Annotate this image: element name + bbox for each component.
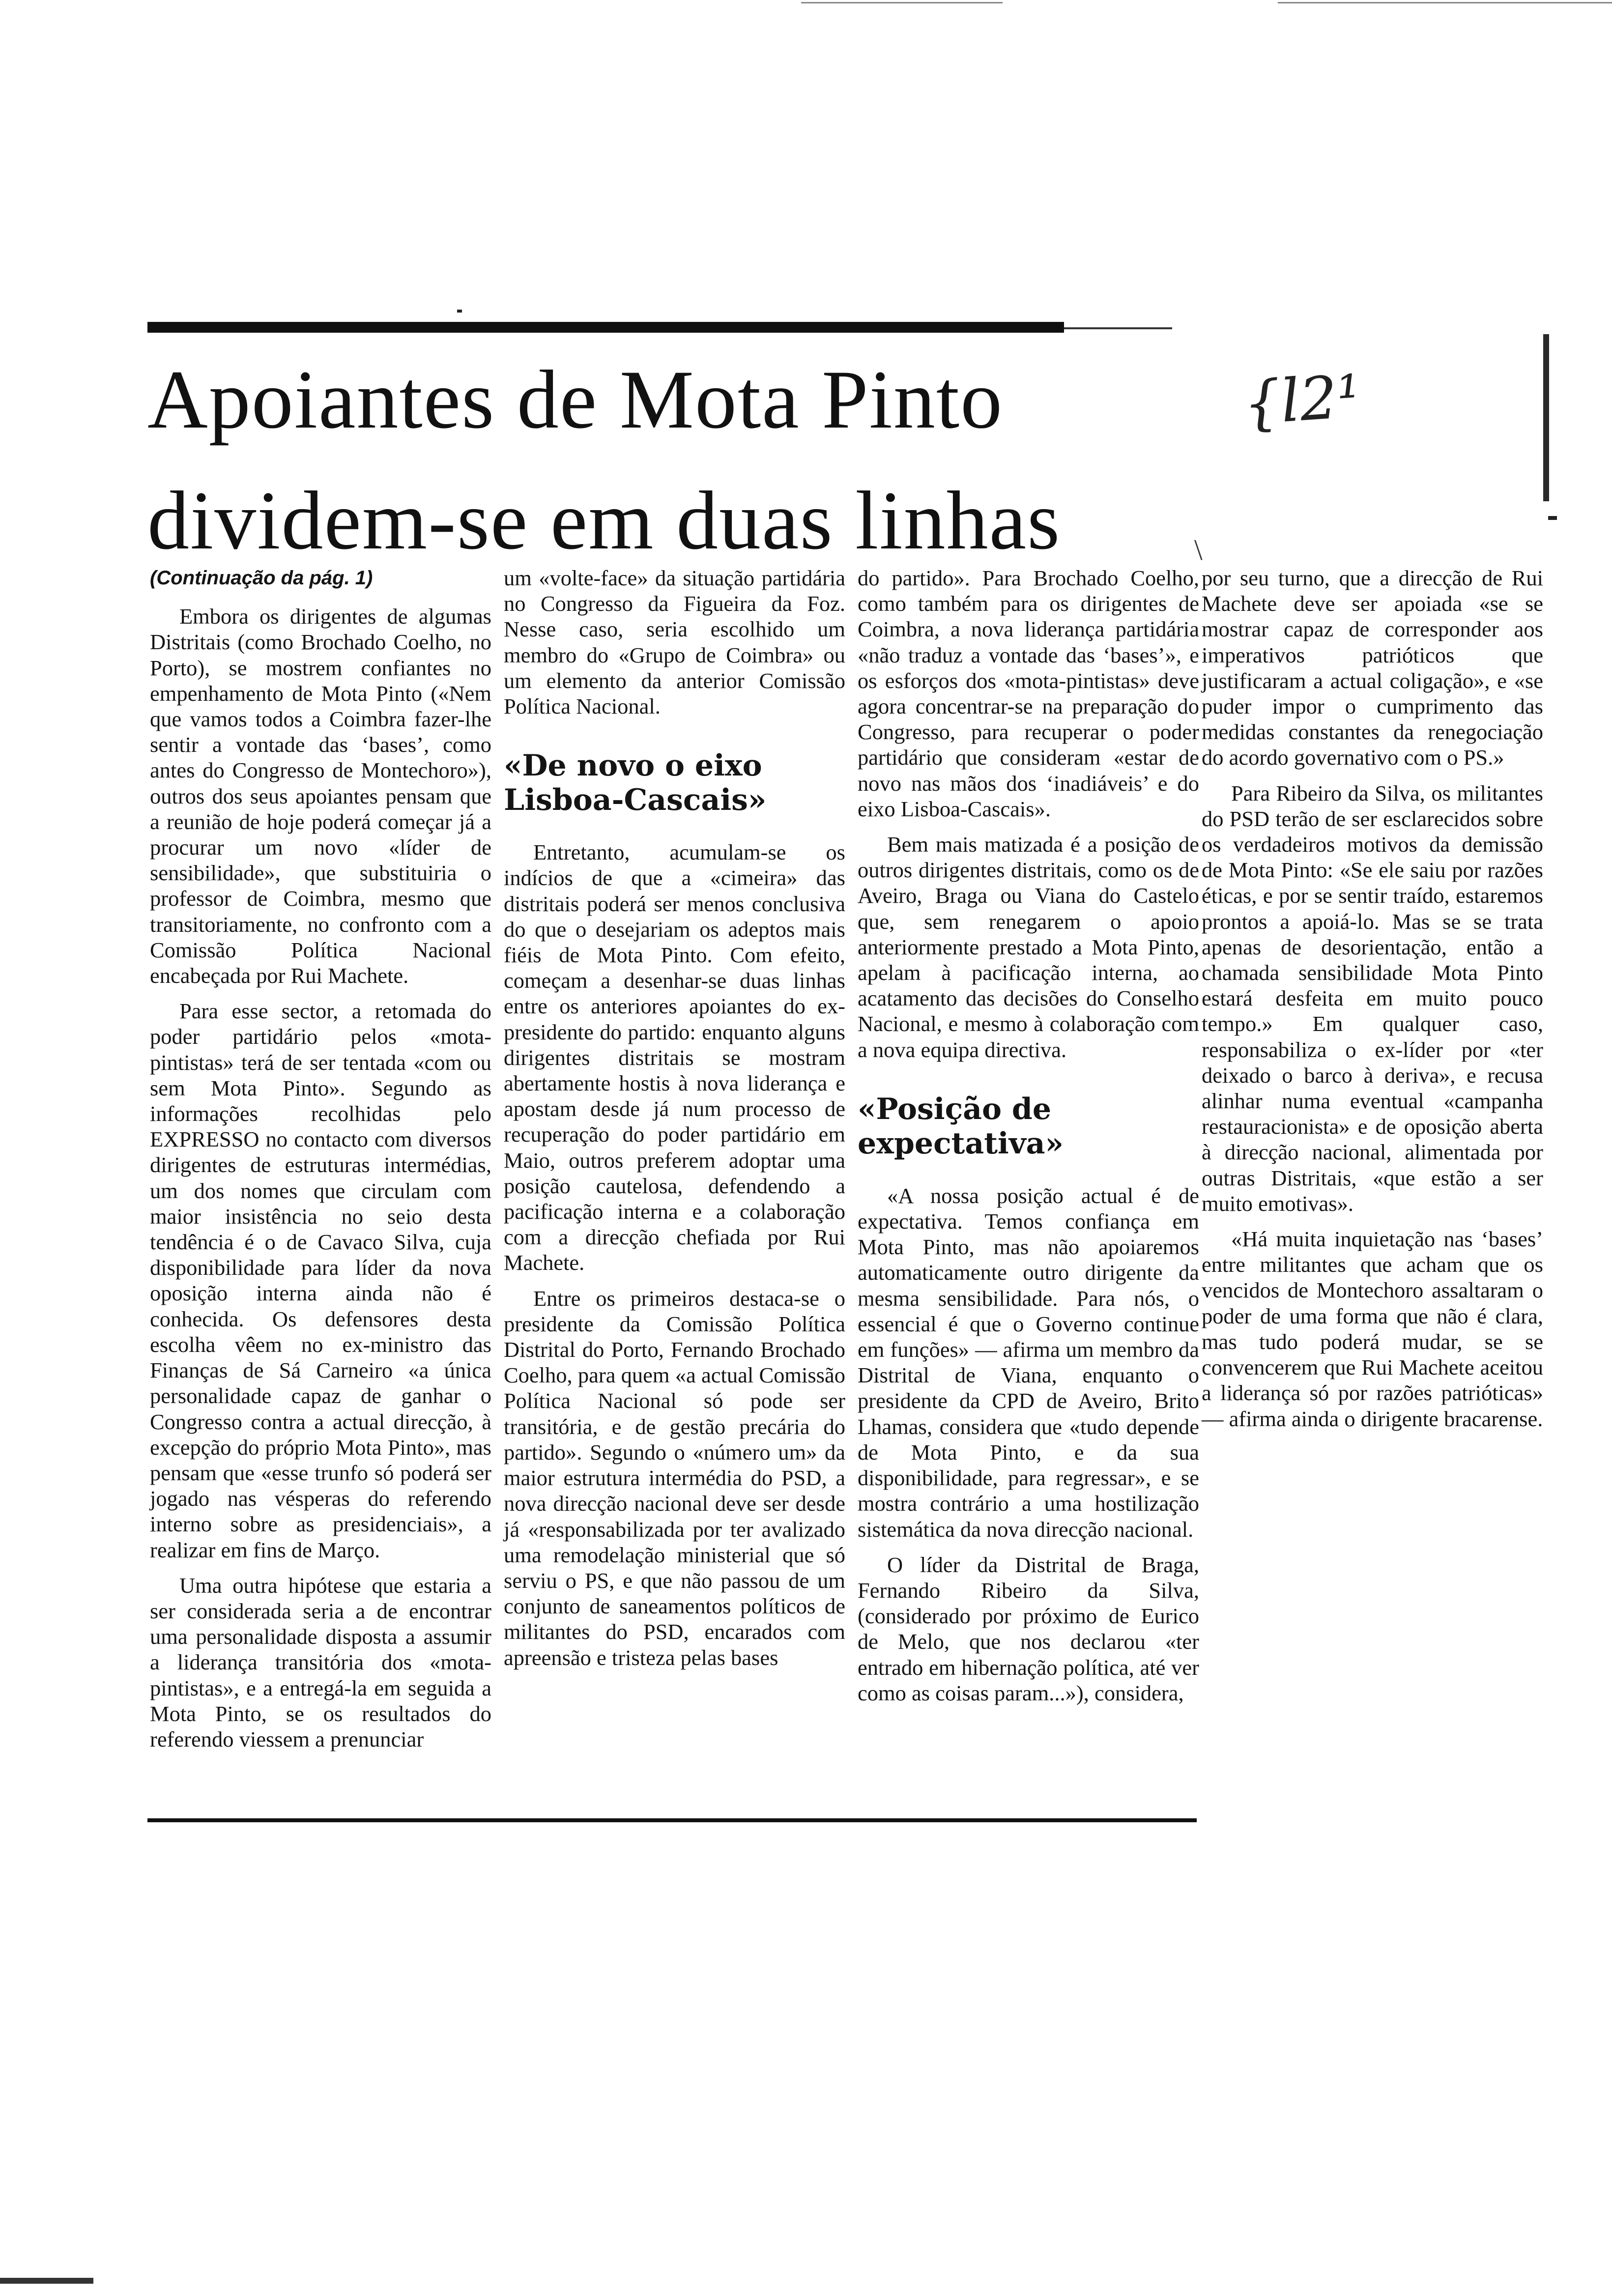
- scan-edge-line: [1278, 2, 1612, 3]
- scan-edge-mark: [1543, 334, 1549, 501]
- article-column-2: [504, 565, 845, 1680]
- scan-corner-mark: [0, 2278, 93, 2284]
- scan-speck: [457, 310, 462, 313]
- article-paragraph: Entre os primeiros destaca-se o presidente da Comissão Política Distrital do Porto, Fernando Brochado Coelho, para quem «a actual Comissão Política Nacional só pode ser transitória, e de gestão precária do partido». Segundo o «número um» da maior estrutura intermédia do PSD, a nova direcção nacional deve ser desde já «responsabilizada por ter avalizado uma remodelação ministerial que só serviu o PS, e que não passou de um conjunto de saneamentos políticos de militantes do PSD, encarados com apreensão e tristeza pelas bases: [504, 1286, 845, 1670]
- article-paragraph: «Há muita inquietação nas ‘bases’ entre militantes que acham que os vencidos de Montechoro assaltaram o poder de uma forma que não é clara, mas tudo poderá mudar, se se convencerem que Rui Machete aceitou a liderança só por razões patrióticas» — afirma ainda o dirigente bracarense.: [1202, 1227, 1543, 1431]
- scan-edge-line: [801, 2, 1003, 3]
- article-paragraph: O líder da Distrital de Braga, Fernando Ribeiro da Silva, (considerado por próximo de Eurico de Melo, que nos declarou «ter entrado em hibernação política, até ver como as coisas param...»), considera,: [858, 1552, 1199, 1705]
- section-subhead: «Posição de expectativa»: [858, 1091, 1064, 1161]
- article-paragraph: «A nossa posição actual é de expectativa. Temos confiança em Mota Pinto, mas não apoiaremos automaticamente outro dirigente da mesma sensibilidade. Para nós, o essencial é que o Governo continue em funções» — afirma um membro da Distrital de Viana, enquanto o presidente da CPD de Aveiro, Brito Lhamas, considera que «tudo depende de Mota Pinto, e da sua disponibilidade, para regressar», e se mostra contrário a uma hostilização sistemática da nova direcção nacional.: [858, 1183, 1199, 1542]
- article-column-1: [150, 565, 491, 1762]
- article-paragraph: do partido». Para Brochado Coelho, como também para os dirigentes de Coimbra, a nova liderança partidária «não traduz a vontade das ‘bases’», e os esforços dos «mota-pintistas» deve agora concentrar-se na preparação do Congresso, para recuperar o poder partidário que consideram «estar de novo nas mãos dos ‘inadiáveis’ e do eixo Lisboa-Cascais».: [858, 566, 1199, 821]
- handwritten-note: {l2¹: [1241, 362, 1363, 439]
- headline-line-1: Apoiantes de Mota Pinto: [147, 353, 1004, 446]
- article-paragraph: Entretanto, acumulam-se os indícios de que a «cimeira» das distritais poderá ser menos conclusiva do que o desejariam os adeptos mais fiéis de Mota Pinto. Com efeito, começam a desenhar-se duas linhas entre os anteriores apoiantes do ex-presidente do partido: enquanto alguns dirigentes distritais se mostram abertamente hostis à nova liderança e apostam desde já num processo de recuperação do poder partidário em Maio, outros preferem adoptar uma posição cautelosa, defendendo a pacificação interna e a colaboração com a direcção chefiada por Rui Machete.: [504, 840, 845, 1275]
- article-paragraph: Para Ribeiro da Silva, os militantes do PSD terão de ser esclarecidos sobre os verdadeiros motivos da demissão de Mota Pinto: «Se ele saiu por razões éticas, e por se sentir traído, estaremos prontos a apoiá-lo. Mas se se trata apenas de desorientação, então a chamada sensibilidade Mota Pinto estará desfeita em muito pouco tempo.» Em qualquer caso, responsabiliza o ex-líder por «ter deixado o barco à deriva», e recusa alinhar numa eventual «campanha restauracionista» e de oposição aberta à direcção nacional, alimentada por outras Distritais, «que estão a ser muito emotivas».: [1202, 780, 1543, 1216]
- article-paragraph: Para esse sector, a retomada do poder partidário pelos «mota-pintistas» terá de ser tentada «com ou sem Mota Pinto». Segundo as informações recolhidas pelo EXPRESSO no contacto com diversos dirigentes de estruturas intermédias, um dos nomes que circulam com maior insistência no seio desta tendência é o de Cavaco Silva, cuja disponibilidade para líder da nova oposição interna ainda não é conhecida. Os defensores desta escolha vêem no ex-ministro das Finanças de Sá Carneiro «a única personalidade capaz de ganhar o Congresso contra a actual direcção, à excepção do próprio Mota Pinto», mas pensam que «esse trunfo só poderá ser jogado nas vésperas do referendo interno sobre as presidenciais», a realizar em fins de Março.: [150, 999, 491, 1562]
- top-rule: [147, 322, 1064, 333]
- section-subhead: «De novo o eixo Lisboa-Cascais»: [504, 748, 767, 818]
- headline: [147, 339, 1278, 581]
- handwritten-tick-icon: \: [1194, 534, 1203, 566]
- article-paragraph: Uma outra hipótese que estaria a ser considerada seria a de encontrar uma personalidade disposta a assumir a liderança transitória dos «mota-pintistas», e a entregá-la em seguida a Mota Pinto, se os resultados do referendo viessem a prenunciar: [150, 1573, 491, 1751]
- article-paragraph: por seu turno, que a direcção de Rui Machete deve ser apoiada «se se mostrar capaz de corresponder aos imperativos patrióticos que justificaram a actual coligação», e «se puder impor o cumprimento das medidas constantes da renegociação do acordo governativo com o PS.»: [1202, 566, 1543, 770]
- continuation-note: (Continuação da pág. 1): [150, 567, 373, 589]
- article-paragraph: Bem mais matizada é a posição de outros dirigentes distritais, como os de Aveiro, Braga ou Viana do Castelo que, sem renegarem o apoio anteriormente prestado a Mota Pinto, apelam à pacificação interna, ao acatamento das decisões do Conselho Nacional, e mesmo à colaboração com a nova equipa directiva.: [858, 832, 1199, 1062]
- bottom-rule: [147, 1818, 1197, 1822]
- article-paragraph: um «volte-face» da situação partidária no Congresso da Figueira da Foz. Nesse caso, seria escolhido um membro do «Grupo de Coimbra» ou um elemento da anterior Comissão Política Nacional.: [504, 566, 845, 719]
- article-column-3: [858, 565, 1199, 1716]
- top-rule-thin: [1064, 327, 1172, 329]
- scan-edge-mark: [1548, 516, 1557, 520]
- headline-line-2: dividem-se em duas linhas: [147, 474, 1061, 567]
- article-paragraph: Embora os dirigentes de algumas Distritais (como Brochado Coelho, no Porto), se mostrem confiantes no empenhamento de Mota Pinto («Nem que vamos todos a Coimbra fazer-lhe sentir a vontade das ‘bases’, como antes do Congresso de Montechoro»), outros dos seus apoiantes pensam que a reunião de hoje poderá começar já a procurar um novo «líder de sensibilidade», que substituiria o professor de Coimbra, mesmo que transitoriamente, no confronto com a Comissão Política Nacional encabeçada por Rui Machete.: [150, 604, 491, 988]
- article-column-4: [1202, 565, 1543, 1441]
